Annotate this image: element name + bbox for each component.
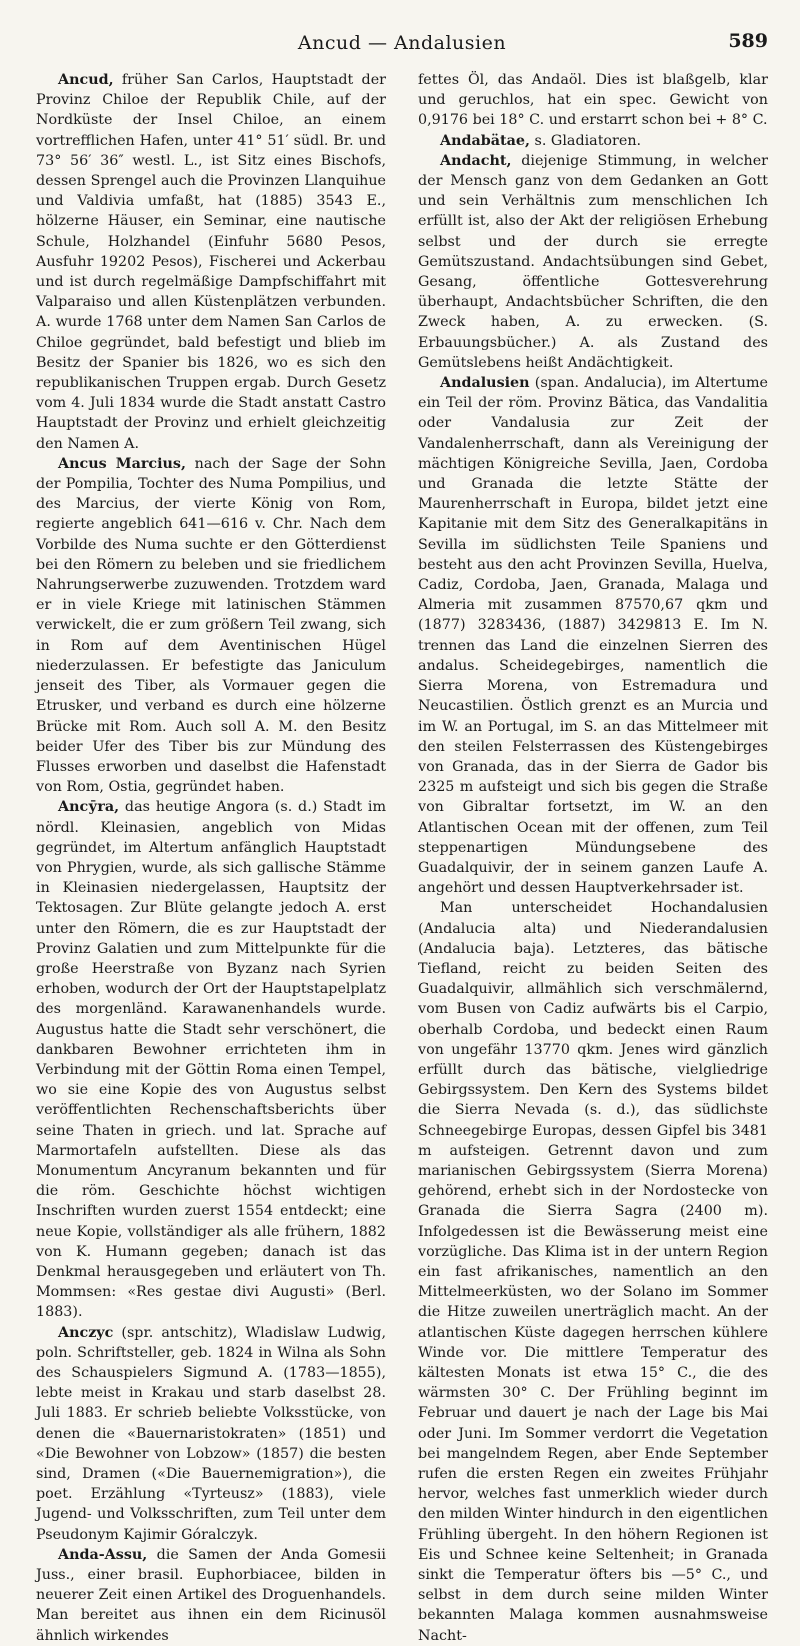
entry-ancud — [36, 70, 386, 454]
entry-anczyc — [36, 1323, 386, 1545]
page-header — [36, 30, 768, 60]
entry-headword: Anczyc — [58, 1324, 114, 1341]
entry-anda-assu-continued — [418, 70, 768, 131]
entry-text: die Samen der Anda Gomesii Juss., einer brasil. Euphorbiacee, bilden in neuerer Zeit einen Artikel des Droguenhandels. Man bereitet aus ihnen ein dem Ricinusöl ähnlich wirkendes — [36, 1546, 386, 1644]
entry-text: nach der Sage der Sohn der Pompilia, Tochter des Numa Pompilius, und des Marcius, der vierte König von Rom, regierte angeblich 641—616 v. Chr. Nach dem Vorbilde des Numa suchte er den Götterdienst bei den Römern zu beleben und sie friedlichem Nahrungserwerbe zuzuwenden. Trotzdem ward er in viele Kriege mit latinischen Stämmen verwickelt, die er zum größern Teil zwang, sich in Rom auf dem Aventinischen Hügel niederzulassen. Er befestigte das Janiculum jenseit des Tiber, als Vormauer gegen die Etrusker, und verband es durch eine hölzerne Brücke mit Rom. Auch soll A. M. den Besitz beider Ufer des Tiber bis zur Mündung des Flusses erworben und daselbst die Hafenstadt von Rom, Ostia, gegründet haben. — [36, 455, 387, 796]
entry-headword: Anda-Assu, — [58, 1546, 148, 1563]
entry-text: (span. Andalucia), im Altertume ein Teil der röm. Provinz Bätica, das Vandalitia oder Vandalusia zur Zeit der Vandalenherrschaft, dann als Vereinigung der mächtigen Königreiche Sevilla, Jaen, Cordoba und Granada die letzte Stätte der Maurenherrschaft in Europa, bildet jetzt eine Kapitanie mit dem Sitz des Generalkapitäns in Sevilla im südlichsten Teile Spaniens und besteht aus den acht Provinzen Sevilla, Huelva, Cadiz, Cordoba, Jaen, Granada, Malaga und Almeria mit zusammen 87570,67 qkm und (1877) 3283436, (1887) 3429813 E. Im N. trennen das Land die einzelnen Sierren des andalus. Scheidegebirges, namentlich die Sierra Morena, von Estremadura und Neucastilien. Östlich grenzt es an Murcia und im W. an Portugal, im S. an das Mittelmeer mit den steilen Felsterrassen des Küstengebirges von Granada, das in der Sierra de Gador bis 2325 m aufsteigt und sich bis gegen die Straße von Gibraltar fortsetzt, im W. an den Atlantischen Ocean mit der offenen, zum Teil steppenartigen Mündungsebene des Guadalquivir, der in seinem ganzen Laufe A. angehört und dessen Hauptverkehrsader ist. — [418, 375, 768, 897]
page-number: 589 — [728, 30, 768, 52]
entry-text: Man unterscheidet Hochandalusien (Andalucia alta) und Niederandalusien (Andalucia baja). Letzteres, das bätische Tiefland, reicht zu beiden Seiten des Guadalquivir, allmählich sich verschmälernd, vom Busen von Cadiz aufwärts bis el Carpio, oberhalb Cordoba, und bedeckt einen Raum von ungefähr 13770 qkm. Jenes wird gänzlich erfüllt durch das bätische, vielgliedrige Gebirgssystem. Den Kern des Systems bildet die Sierra Nevada (s. d.), das südlichste Schneegebirge Europas, dessen Gipfel bis 3481 m aufsteigen. Getrennt davon und zum marianischen Gebirgssystem (Sierra Morena) gehörend, erhebt sich in der Nordostecke von Granada die Sierra Sagra (2400 m). Infolgedessen ist die Bewässerung meist eine vorzügliche. Das Klima ist in der untern Region ein fast afrikanisches, namentlich an den Mittelmeerküsten, wo der Solano im Sommer die Hitze zuweilen unerträglich macht. An der atlantischen Küste dagegen herrschen kühlere Winde vor. Die mittlere Temperatur des kältesten Monats ist etwa 15° C., die des wärmsten 30° C. Der Frühling beginnt im Februar und dauert je nach der Lage bis Mai oder Juni. Im Sommer verdorrt die Vegetation bei mangelndem Regen, aber Ende September rufen die ersten Regen ein zweites Frühjahr hervor, welches fast unmerklich wieder durch den milden Winter hindurch in den eigentlichen Frühling übergeht. In den höhern Regionen ist Eis und Schnee keine Seltenheit; in Granada sinkt die Temperatur öfters bis —5° C., und selbst in dem durch seine milden Winter bekannten Malaga kommen ausnahmsweise Nacht- — [418, 900, 768, 1644]
entry-ancus-marcius — [36, 454, 386, 797]
entry-andalusien-paragraph-2 — [418, 898, 768, 1646]
entry-text: s. Gladiatoren. — [529, 132, 642, 149]
entry-headword: Ancus Marcius, — [58, 455, 186, 472]
entry-headword: Andabätae, — [440, 132, 530, 149]
entry-andalusien — [418, 373, 768, 898]
entry-headword: Ancud, — [58, 72, 114, 88]
running-head: Ancud — Andalusien — [297, 32, 507, 54]
text-columns — [36, 70, 768, 1646]
left-column — [36, 70, 386, 1646]
entry-text: (spr. antschitz), Wladislaw Ludwig, poln. Schriftsteller, geb. 1824 in Wilna als Sohn des Schauspielers Sigmund A. (1783—1855), lebte meist in Krakau und starb daselbst 28. Juli 1883. Er schrieb beliebte Volksstücke, von denen die «Bauernaristokraten» (1851) und «Die Bewohner von Lobzow» (1857) die besten sind, Dramen («Die Bauernemigration»), die poet. Erzählung «Tyrteusz» (1883), viele Jugend- und Volksschriften, zum Teil unter dem Pseudonym Kajimir Góralczyk. — [36, 1324, 386, 1543]
entry-headword: Andalusien — [440, 375, 530, 392]
entry-text: fettes Öl, das Andaöl. Dies ist blaßgelb, klar und geruchlos, hat ein spec. Gewicht von 0,9176 bei 18° C. und erstarrt schon bei + 8° C. — [418, 72, 768, 129]
entry-text: das heutige Angora (s. d.) Stadt im nördl. Kleinasien, angeblich von Midas gegründet, im Altertum anfänglich Hauptstadt von Phrygien, wurde, als sich gallische Stämme in Kleinasien niedergelassen, Hauptsitz der Tektosagen. Zur Blüte gelangte jedoch A. erst unter den Römern, die es zur Hauptstadt der Provinz Galatien und zum Mittelpunkte für die große Heerstraße von Byzanz nach Syrien erhoben, wodurch der Ort der Hauptstapelplatz des morgenländ. Karawanenhandels wurde. Augustus hatte die Stadt sehr verschönert, die dankbaren Bewohner errichteten ihm in Verbindung mit der Göttin Roma einen Tempel, wo sie eine Kopie des von Augustus selbst veröffentlichten Rechenschaftsberichts über seine Thaten in griech. und lat. Sprache auf Marmortafeln aufstellten. Diese als das Monumentum Ancyranum bekannten und für die röm. Geschichte höchst wichtigen Inschriften wurden zuerst 1554 entdeckt; eine neue Kopie, vollständiger als alle frühern, 1882 von K. Humann gegeben; danach ist das Denkmal herausgegeben und erläutert von Th. Mommsen: «Res gestae divi Augusti» (Berl. 1883). — [36, 799, 386, 1321]
entry-andacht — [418, 151, 768, 373]
right-column — [418, 70, 768, 1646]
entry-anda-assu — [36, 1545, 386, 1646]
entry-andabatae — [418, 131, 768, 151]
entry-ancyra — [36, 797, 386, 1322]
entry-headword: Andacht, — [440, 152, 512, 169]
entry-text: diejenige Stimmung, in welcher der Mensch ganz von dem Gedanken an Gott und sein Verhältnis zum menschlichen Ich erfüllt ist, also der Akt der religiösen Erhebung selbst und der durch sie erregte Gemütszustand. Andachtsübungen sind Gebet, Gesang, öffentliche Gottesverehrung überhaupt, Andachtsbücher Schriften, die den Zweck haben, A. zu erwecken. (S. Erbauungsbücher.) A. als Zustand des Gemütslebens heißt Andächtigkeit. — [418, 152, 768, 371]
entry-headword: Ancӯra, — [58, 799, 120, 816]
entry-text: früher San Carlos, Hauptstadt der Provinz Chiloe der Republik Chile, auf der Nordküste der Insel Chiloe, an einem vortrefflichen Hafen, unter 41° 51′ südl. Br. und 73° 56′ 36″ westl. L., ist Sitz eines Bischofs, dessen Sprengel auch die Provinzen Llanquihue und Valdivia umfaßt, hat (1885) 3543 E., hölzerne Häuser, ein Seminar, eine nautische Schule, Holzhandel (Einfuhr 5680 Pesos, Ausfuhr 19202 Pesos), Fischerei und Ackerbau und ist durch regelmäßige Dampfschiffahrt mit Valparaiso und allen Küstenplätzen verbunden. A. wurde 1768 unter dem Namen San Carlos de Chiloe gegründet, bald befestigt und blieb im Besitz der Spanier bis 1826, wo es sich den republikanischen Truppen ergab. Durch Gesetz vom 4. Juli 1834 wurde die Stadt anstatt Castro Hauptstadt der Provinz und erhielt gleichzeitig den Namen A. — [36, 72, 386, 452]
